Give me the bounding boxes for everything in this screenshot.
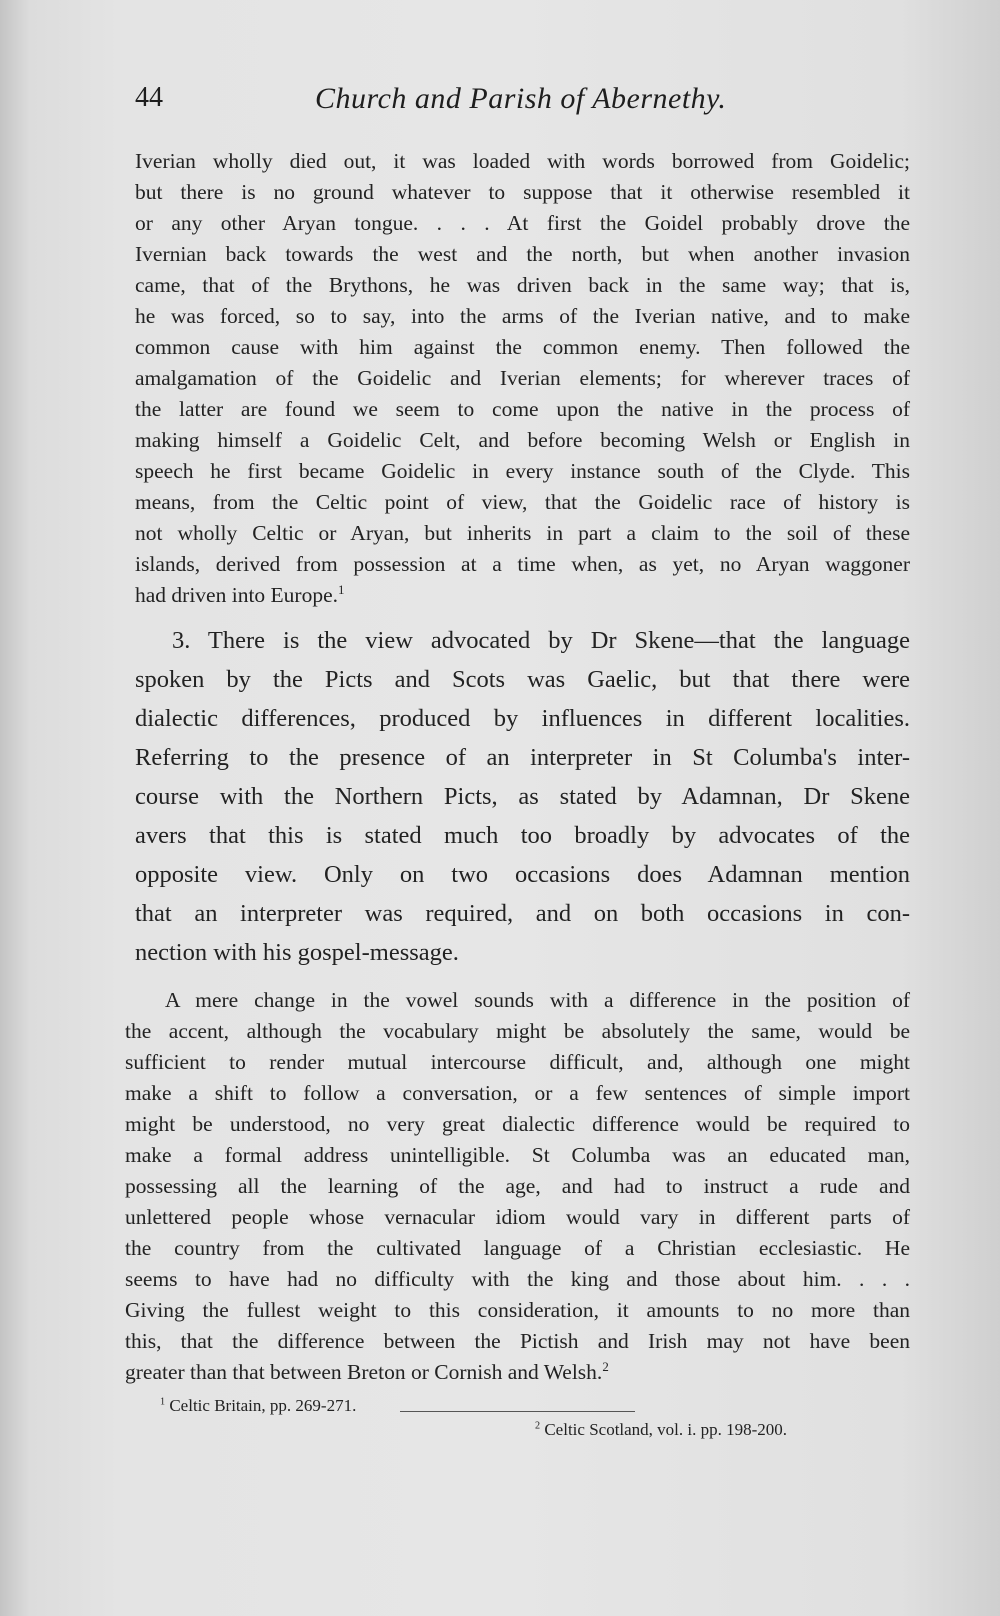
text-line: dialectic differences, produced by influences in different localities. (135, 705, 910, 732)
footnote-mark: 1 (160, 1396, 166, 1408)
page-number: 44 (135, 82, 163, 113)
text-line: spoken by the Picts and Scots was Gaelic, but that there were (135, 666, 910, 693)
text-line: means, from the Celtic point of view, that the Goidelic race of history is (135, 490, 910, 514)
text-line: that an interpreter was required, and on both occasions in con- (135, 900, 910, 927)
text-line: nection with his gospel-message. (135, 939, 459, 966)
footnote-2 (535, 1420, 787, 1440)
footnote-text: Celtic Scotland, vol. i. pp. 198-200. (544, 1420, 788, 1439)
text-line: speech he first became Goidelic in every instance south of the Clyde. This (135, 459, 910, 483)
text-line: Giving the fullest weight to this consideration, it amounts to no more than (125, 1298, 910, 1322)
footnote-mark: 2 (535, 1420, 541, 1432)
text-line: make a shift to follow a conversation, or a few sentences of simple import (125, 1081, 910, 1105)
text-line: common cause with him against the common enemy. Then followed the (135, 335, 910, 359)
text-line: the latter are found we seem to come upon the native in the process of (135, 397, 910, 421)
text-line: Ivernian back towards the west and the north, but when another invasion (135, 242, 910, 266)
text-line: A mere change in the vowel sounds with a difference in the position of (165, 988, 910, 1012)
text-line: came, that of the Brythons, he was driven back in the same way; that is, (135, 273, 910, 297)
page-header (135, 82, 775, 132)
footnote-divider (400, 1411, 635, 1412)
footnote-1 (160, 1396, 356, 1416)
text-line: seems to have had no difficulty with the king and those about him. . . . (125, 1267, 910, 1291)
footnote-text: Celtic Britain, pp. 269-271. (169, 1396, 357, 1415)
text-line: 3. There is the view advocated by Dr Skene—that the language (172, 627, 910, 654)
text-line: but there is no ground whatever to suppose that it otherwise resembled it (135, 180, 910, 204)
text-line (125, 1357, 725, 1387)
text-line: this, that the difference between the Pictish and Irish may not have been (125, 1329, 910, 1353)
text-line: possessing all the learning of the age, and had to instruct a rude and (125, 1174, 910, 1198)
text-line-content: greater than that between Breton or Cornish and Welsh. (125, 1360, 603, 1384)
text-line: making himself a Goidelic Celt, and before becoming Welsh or English in (135, 428, 910, 452)
text-line: amalgamation of the Goidelic and Iverian elements; for wherever traces of (135, 366, 910, 390)
text-line: islands, derived from possession at a time when, as yet, no Aryan waggoner (135, 552, 910, 576)
text-line: he was forced, so to say, into the arms of the Iverian native, and to make (135, 304, 910, 328)
text-line: opposite view. Only on two occasions does Adamnan mention (135, 861, 910, 888)
text-line: not wholly Celtic or Aryan, but inherits in part a claim to the soil of these (135, 521, 910, 545)
text-line: the accent, although the vocabulary might be absolutely the same, would be (125, 1019, 910, 1043)
text-line: make a formal address unintelligible. St Columba was an educated man, (125, 1143, 910, 1167)
text-line: Referring to the presence of an interpreter in St Columba's inter- (135, 744, 910, 771)
text-line: might be understood, no very great dialectic difference would be required to (125, 1112, 910, 1136)
text-line: avers that this is stated much too broadly by advocates of the (135, 822, 910, 849)
text-line: course with the Northern Picts, as stated by Adamnan, Dr Skene (135, 783, 910, 810)
text-line: Iverian wholly died out, it was loaded with words borrowed from Goidelic; (135, 149, 910, 173)
footnote-ref-2: 2 (602, 1359, 609, 1374)
footnote-ref-1: 1 (338, 582, 345, 597)
text-line (135, 580, 535, 610)
text-line: or any other Aryan tongue. . . . At first the Goidel probably drove the (135, 211, 910, 235)
text-line: sufficient to render mutual intercourse difficult, and, although one might (125, 1050, 910, 1074)
text-line: the country from the cultivated language of a Christian ecclesiastic. He (125, 1236, 910, 1260)
running-title: Church and Parish of Abernethy. (315, 82, 727, 115)
text-line: unlettered people whose vernacular idiom would vary in different parts of (125, 1205, 910, 1229)
text-line-content: had driven into Europe. (135, 583, 339, 607)
